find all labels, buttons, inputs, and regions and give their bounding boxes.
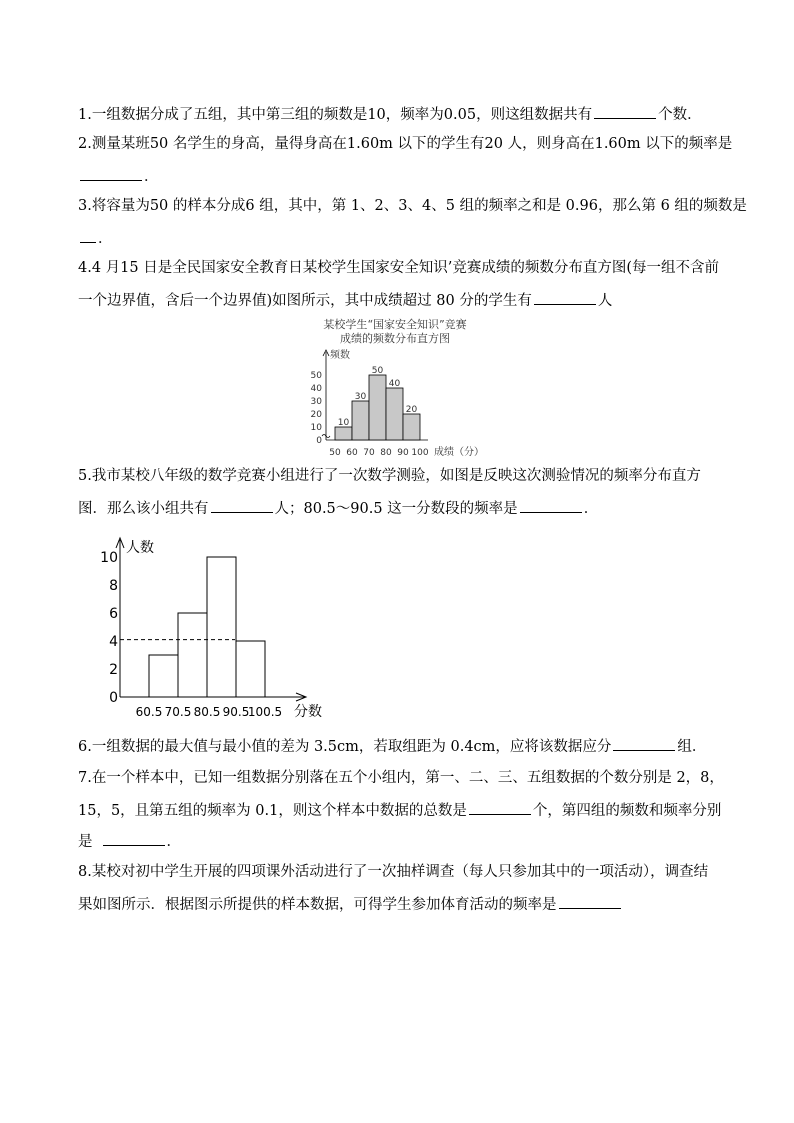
question-8 (78, 863, 708, 881)
y-tick-label: 0 (109, 690, 118, 706)
y-tick-label: 4 (109, 634, 118, 650)
data-label: 50 (371, 366, 384, 376)
x-tick-label: 80.5 (193, 705, 221, 719)
y-tick-label: 2 (109, 662, 118, 678)
bar (178, 613, 207, 697)
question-3-text: 3.将容量为50 的样本分成6 组，其中，第 1、2、3、4、5 组的频率之和是 0.96，那么第 6 组的频数是 (78, 198, 747, 214)
question-7-text-2a: 15，5，且第五组的频率为 0.1，则这个样本中数据的总数是 (78, 803, 467, 819)
chart-1-subtitle: 成绩的频数分布直方图 (340, 332, 450, 345)
y-tick-label: 0 (316, 436, 322, 446)
x-axis-label: 分数 (294, 704, 322, 720)
question-2 (78, 135, 732, 153)
question-4-tail: 人 (597, 293, 613, 309)
y-tick-label: 40 (310, 384, 322, 394)
question-1 (78, 104, 702, 124)
question-7-line3 (78, 831, 181, 851)
chart-1-title: 某校学生“国家安全知识”竞赛 (323, 318, 467, 331)
question-3-line2 (78, 228, 113, 248)
answer-blank[interactable] (80, 166, 142, 181)
y-axis-label: 频数 (330, 350, 350, 361)
y-tick-label: 8 (109, 578, 118, 594)
question-7-text-3: 是 (78, 834, 93, 850)
question-4 (78, 259, 719, 277)
answer-blank[interactable] (520, 498, 582, 513)
question-4-text: 4.4 月15 日是全民国家安全教育日某校学生国家安全知识’竞赛成绩的频数分布直方图(每一组不含前 (78, 260, 719, 276)
bar (352, 401, 369, 440)
x-tick-label: 100 (411, 448, 429, 458)
x-tick-label: 90.5 (222, 705, 250, 719)
chart-1-histogram (300, 346, 500, 458)
x-tick-label: 100.5 (247, 705, 283, 719)
question-4-text-2: 一个边界值，含后一个边界值)如图所示，其中成绩超过 80 分的学生有 (78, 293, 532, 309)
bar (386, 388, 403, 440)
y-tick-label: 10 (310, 423, 322, 433)
question-5-line2 (78, 498, 598, 518)
question-2-tail: ． (144, 169, 159, 185)
x-tick-label: 90 (397, 448, 409, 458)
x-tick-label: 70.5 (164, 705, 192, 719)
answer-blank[interactable] (613, 736, 675, 751)
question-1-text: 1.一组数据分成了五组，其中第三组的频数是10，频率为0.05，则这组数据共有 (78, 107, 593, 123)
y-tick-label: 10 (100, 550, 118, 566)
data-label: 10 (337, 418, 350, 428)
y-tick-label: 30 (310, 397, 322, 407)
bar (149, 655, 178, 697)
question-2-text: 2.测量某班50 名学生的身高，量得身高在1.60m 以下的学生有20 人，则身高在1.60m 以下的频率是 (78, 136, 733, 152)
y-tick-label: 50 (310, 371, 322, 381)
question-7-text: 7.在一个样本中，已知一组数据分别落在五个小组内，第一、二、三、五组数据的个数分别是 2，8， (78, 770, 724, 786)
bar (369, 375, 386, 440)
question-2-line2 (78, 166, 159, 186)
answer-blank[interactable] (534, 290, 596, 305)
question-6-text: 6.一组数据的最大值与最小值的差为 3.5cm，若取组距为 0.4cm，应将该数据应分 (78, 739, 612, 755)
question-7-tail: ． (166, 834, 181, 850)
question-8-text: 8.某校对初中学生开展的四项课外活动进行了一次抽样调查（每人只参加其中的一项活动），调查结 (78, 864, 709, 880)
answer-blank[interactable] (80, 228, 96, 243)
question-5-text-2a: 图．那么该小组共有 (78, 501, 209, 517)
question-7-line2 (78, 800, 721, 820)
answer-blank[interactable] (211, 498, 273, 513)
x-tick-label: 60.5 (135, 705, 163, 719)
y-tick-label: 6 (109, 606, 118, 622)
question-5-text: 5.我市某校八年级的数学竞赛小组进行了一次数学测验，如图是反映这次测验情况的频率分布直方 (78, 468, 701, 484)
bar (207, 557, 236, 697)
bar (403, 414, 420, 440)
bar (236, 641, 265, 697)
question-8-line2 (78, 894, 623, 914)
x-tick-label: 80 (380, 448, 392, 458)
question-5 (78, 467, 701, 485)
y-tick-label: 20 (310, 410, 322, 420)
answer-blank[interactable] (469, 800, 531, 815)
y-axis-label: 人数 (126, 540, 154, 556)
question-3 (78, 197, 747, 215)
question-5-text-2b: 人；80.5～90.5 这一分数段的频率是 (274, 501, 518, 517)
question-7 (78, 769, 724, 787)
question-6 (78, 736, 706, 756)
question-4-line2 (78, 290, 612, 310)
answer-blank[interactable] (559, 894, 621, 909)
question-5-tail: ． (583, 501, 599, 517)
question-8-text-2: 果如图所示．根据图示所提供的样本数据，可得学生参加体育活动的频率是 (78, 897, 557, 913)
answer-blank[interactable] (103, 831, 165, 846)
data-label: 40 (388, 379, 401, 389)
x-tick-label: 60 (346, 448, 358, 458)
bar (335, 427, 352, 440)
chart-2-histogram (100, 534, 340, 720)
question-1-tail: 个数． (658, 107, 702, 123)
data-label: 20 (405, 405, 418, 415)
question-3-tail: ． (98, 231, 113, 247)
x-tick-label: 50 (329, 448, 341, 458)
data-label: 30 (354, 392, 367, 402)
x-tick-label: 70 (363, 448, 375, 458)
x-axis-label: 成绩（分） (434, 447, 484, 458)
answer-blank[interactable] (594, 104, 656, 119)
question-6-tail: 组． (677, 739, 707, 755)
question-7-text-2b: 个，第四组的频数和频率分别 (532, 803, 722, 819)
